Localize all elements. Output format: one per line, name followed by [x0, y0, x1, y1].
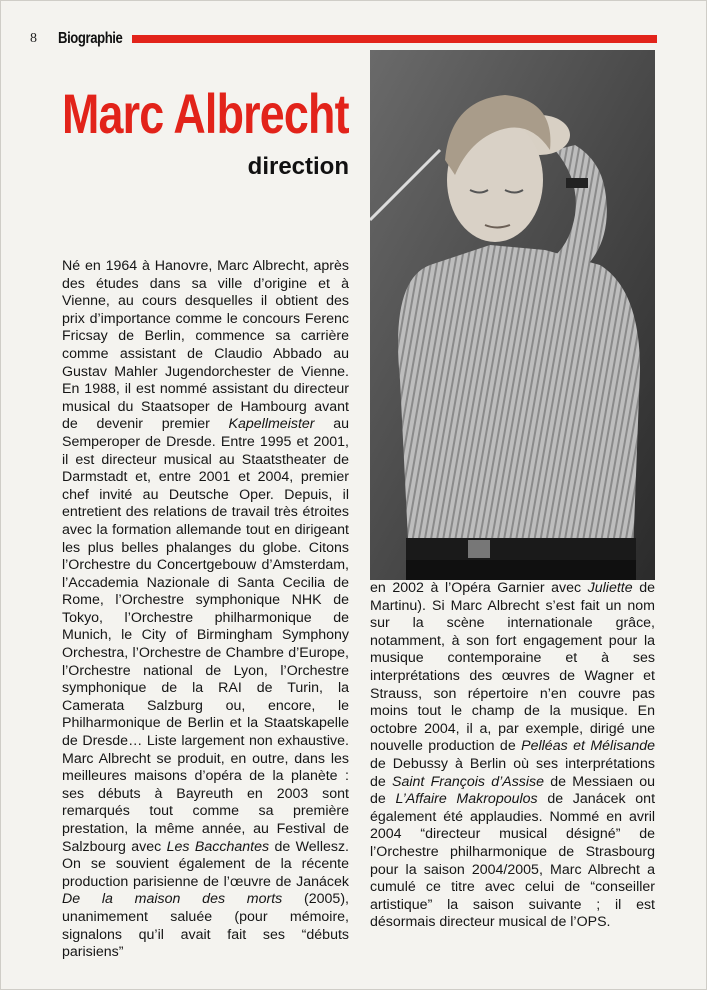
text-run: au Semperoper de Dresde. Entre 1995 et 2001, il est directeur musical au Staatstheater de Darmstadt et, entre 2001 et 2004, premier chef invité au Deutsche Oper. Depuis, il entretient des relations de travail très étroites avec la formation allemande tout en dirigeant les plus belles phalanges du globe. Citons l’Orchestre du Concertgebouw d’Amsterdam, l’Accademia Nazionale di Santa Cecilia de Rome, l’Orchestre symphonique NHK de Tokyo, l’Orchestre philharmonique de Munich, le City of Birmingham Symphony Orchestra, l’Orchestre de Chambre d’Europe, l’Orchestre national de Lyon, l’Orchestre symphonique de la RAI de Turin, la Camerata Salzburg ou, encore, le Philharmonique de Berlin et la Staatskapelle de Dresde… Liste largement non exhaustive. Marc Albrecht se produit, en outre, dans les meilleures maisons d’opéra de la planète : ses débuts à Bayreuth en 2003 sont remarqués tout comme sa première prestation, la même année, au Festival de Salzbourg avec	[62, 416, 349, 855]
page-header	[30, 30, 657, 48]
italic-title-run: Kapellmeister	[228, 416, 315, 433]
header-rule	[132, 35, 657, 43]
section-label: Biographie	[58, 30, 123, 47]
text-run: de Debussy à Berlin où ses interprétations de	[370, 755, 655, 790]
text-run: de Messiaen ou de	[370, 773, 656, 808]
biography-column-left	[62, 258, 349, 962]
text-run: de Wellesz. On se souvient également de la récente production parisienne de l’œuvre de Janácek	[62, 838, 349, 890]
text-run: de Janácek ont également été applaudies. Nommé en avril 2004 “directeur musical désigné” de l’Orchestre philharmonique de Strasbourg pour la saison 2004/2005, Marc Albrecht a cumulé ce titre avec celui de “conseiller artistique” la saison suivante ; il est désormais directeur musical de l’OPS.	[370, 791, 656, 931]
text-run: (2005), unanimement saluée (pour mémoire, signalons qu’il avait fait ses “débuts parisiens”	[62, 891, 349, 961]
biography-text-left	[62, 258, 349, 962]
italic-title-run: De la maison des morts	[62, 891, 283, 908]
text-run: de Martinu). Si Marc Albrecht s’est fait un nom sur la scène internationale grâce, notamment, à son fort engagement pour la musique contemporaine et à ses interprétations des œuvres de Wagner et Strauss, son répertoire n’en couvre pas moins tout le champ de la musique. En octobre 2004, il a, par exemple, dirigé une nouvelle production de	[370, 580, 655, 755]
biography-column-right	[370, 580, 655, 932]
conductor-portrait-photo	[370, 50, 655, 580]
italic-title-run: L’Affaire Makropoulos	[395, 791, 538, 808]
page-number: 8	[30, 31, 37, 46]
page-title: Marc Albrecht	[62, 82, 349, 145]
italic-title-run: Les Bacchantes	[166, 838, 270, 855]
biography-text-right	[370, 580, 655, 932]
italic-title-run: Juliette	[587, 580, 633, 596]
text-run: Né en 1964 à Hanovre, Marc Albrecht, après des études dans sa ville d’origine et à Vienne, au cours desquelles il obtient des prix d’importance comme le concours Ferenc Fricsay de Berlin, commence sa carrière comme assistant de Claudio Abbado au Gustav Mahler Jugendorchester de Vienne. En 1988, il est nommé assistant du directeur musical du Staatsoper de Hambourg avant de devenir premier	[62, 258, 349, 433]
text-run: en 2002 à l’Opéra Garnier avec	[370, 580, 588, 596]
portrait-illustration	[370, 50, 655, 580]
page-subtitle: direction	[247, 153, 349, 180]
italic-title-run: Pelléas et Mélisande	[521, 738, 656, 755]
italic-title-run: Saint François d’Assise	[392, 773, 545, 790]
